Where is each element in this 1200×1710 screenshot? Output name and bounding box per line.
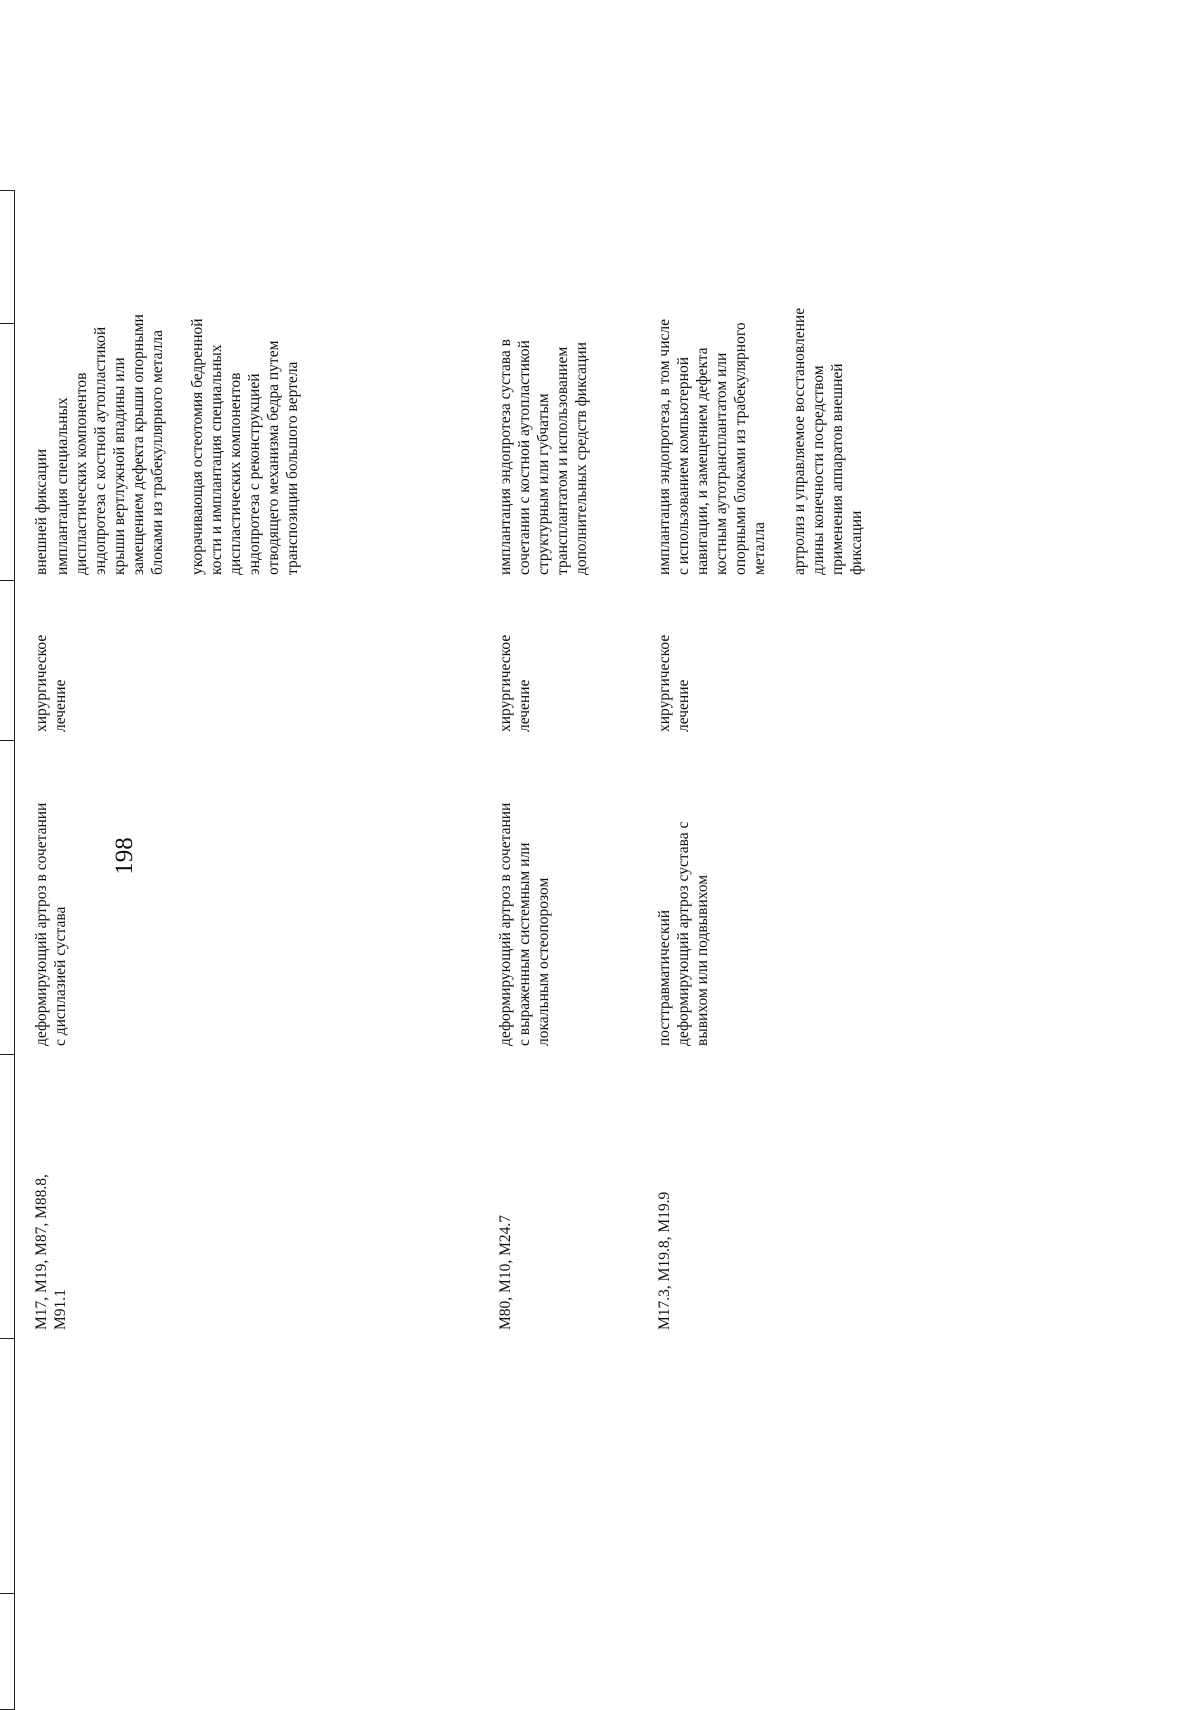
header-method <box>0 323 15 581</box>
row1-patient-model: деформирующий артроз в сочетании с дисплазией сустава <box>33 802 69 1046</box>
method-block: внешней фиксации <box>33 448 50 575</box>
table-header-row <box>0 190 15 1710</box>
row3-codes: М17.3, М19.8, М19.9 <box>656 1191 673 1330</box>
row1-methods <box>32 314 323 575</box>
header-cost <box>0 190 15 324</box>
row2-treatment-type: хирургическое лечение <box>497 634 533 732</box>
row1-codes: М17, М19, М87, М88.8, М91.1 <box>33 1174 69 1330</box>
rotated-table <box>0 190 888 1710</box>
method-block: имплантация специальных диспластических компонентов эндопротеза с костной аутопластикой крыши вертлужной впадины или замещением дефекта крыши опорными блоками из трабекуллярного металла <box>54 314 166 575</box>
row1-treatment-type: хирургическое лечение <box>33 634 69 732</box>
row3-patient-model: посттравматический деформирующий артроз сустава с вывихом или подвывихом <box>656 821 711 1046</box>
method-block: укорачивающая остеотомия бедренной кости и имплантация специальных диспластических компонентов эндопротеза с реконструкцией отводящего механизма бедра путем транспозиции большого вертела <box>189 318 301 575</box>
method-block: имплантация эндопротеза, в том числе с использованием компьютерной навигации, и замещением дефекта костным аутотрансплантатом или опорными блоками из трабекулярного металла <box>656 319 768 575</box>
row3-treatment-type: хирургическое лечение <box>656 634 692 732</box>
row2-codes: М80, М10, М24.7 <box>497 1215 514 1330</box>
header-codes <box>0 1054 15 1339</box>
page-number: 198 <box>111 837 138 875</box>
row3-methods <box>655 308 887 575</box>
header-group-no <box>0 1593 15 1710</box>
header-name <box>0 1338 15 1594</box>
header-patient-model <box>0 740 15 1055</box>
row2-patient-model: деформирующий артроз в сочетании с выраженным системным или локальным остеопорозом <box>497 802 552 1046</box>
header-treatment-type <box>0 580 15 741</box>
row2-methods: имплантация эндопротеза сустава в сочетании с костной аутопластикой структурным или губчатым трансплантатом и использованием дополнительных средств фиксации <box>497 339 590 575</box>
method-block: артролиз и управляемое восстановление длины конечности посредством применения аппаратов внешней фиксации <box>791 307 865 575</box>
